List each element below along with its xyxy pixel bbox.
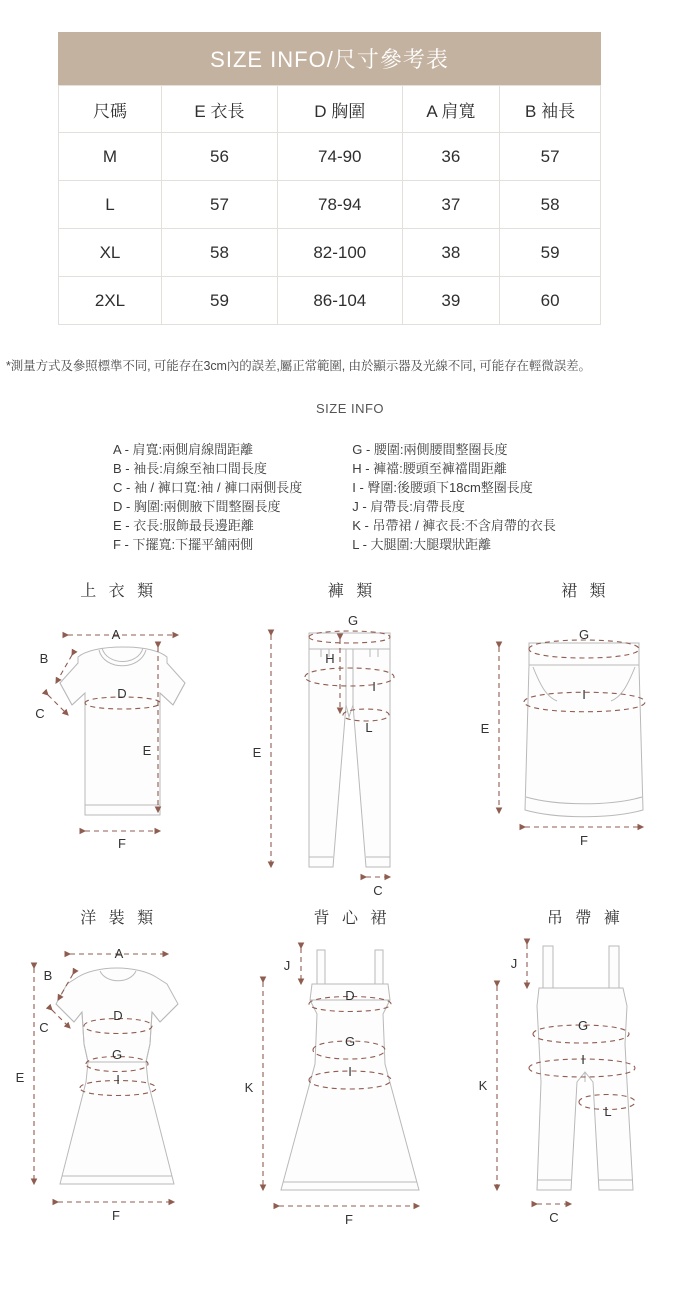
- label-K: K: [245, 1080, 254, 1095]
- cell-length: 56: [161, 133, 277, 181]
- label-F: F: [112, 1208, 121, 1223]
- label-I: I: [348, 1064, 353, 1079]
- cell-length: 59: [161, 277, 277, 325]
- cell-size: 2XL: [59, 277, 162, 325]
- tshirt-illustration: [0, 605, 233, 905]
- label-D: D: [113, 1008, 123, 1023]
- cell-sleeve: 57: [500, 133, 601, 181]
- legend-item-a: A - 肩寬:兩側肩線間距離: [113, 442, 254, 457]
- diagram-skirt: [467, 578, 700, 905]
- diagram-row-2: [0, 905, 700, 1232]
- cell-shoulder: 37: [402, 181, 500, 229]
- cell-sleeve: 60: [500, 277, 601, 325]
- label-J: J: [284, 958, 291, 973]
- cell-length: 58: [161, 229, 277, 277]
- table-row: [59, 181, 601, 229]
- legend-item-c: C - 袖 / 褲口寬:袖 / 褲口兩側長度: [113, 480, 303, 495]
- label-B: B: [39, 651, 49, 666]
- table-header-row: [59, 86, 601, 133]
- label-I: I: [372, 679, 377, 694]
- diagram-title-camisole-dress: 背 心 裙: [313, 910, 391, 927]
- legend-column-left: [113, 441, 302, 553]
- cell-length: 57: [161, 181, 277, 229]
- label-I: I: [116, 1072, 120, 1087]
- label-F: F: [345, 1212, 354, 1227]
- size-table-title: SIZE INFO/尺寸參考表: [210, 47, 449, 72]
- column-header-size: 尺碼: [59, 86, 162, 133]
- table-row: [59, 229, 601, 277]
- label-E: E: [253, 745, 262, 760]
- pants-illustration: [233, 605, 466, 905]
- diagram-title-overalls: 吊 帶 褲: [546, 910, 624, 927]
- cell-shoulder: 36: [402, 133, 500, 181]
- cell-sleeve: 59: [500, 229, 601, 277]
- legend-item-i: I - 臀圍:後腰頭下18cm整圈長度: [352, 480, 533, 495]
- label-A: A: [111, 627, 121, 642]
- label-A: A: [114, 946, 124, 961]
- diagram-pants: [233, 578, 466, 905]
- label-E: E: [15, 1070, 25, 1085]
- label-K: K: [478, 1078, 488, 1093]
- legend-item-j: J - 肩帶長:肩帶長度: [352, 499, 465, 514]
- size-table-banner: [58, 32, 601, 85]
- legend-column-right: [352, 441, 556, 553]
- legend-item-b: B - 袖長:肩線至袖口間長度: [113, 461, 267, 476]
- size-table-container: [58, 32, 601, 325]
- cell-sleeve: 58: [500, 181, 601, 229]
- column-header-bust: D 胸圍: [277, 86, 402, 133]
- label-G: G: [577, 1018, 588, 1033]
- cell-bust: 74-90: [277, 133, 402, 181]
- label-G: G: [345, 1034, 356, 1049]
- diagram-camisole-dress: [233, 905, 466, 1232]
- label-E: E: [480, 721, 490, 736]
- column-header-length: E 衣長: [161, 86, 277, 133]
- cell-bust: 82-100: [277, 229, 402, 277]
- column-header-shoulder: A 肩寬: [402, 86, 500, 133]
- cell-shoulder: 38: [402, 229, 500, 277]
- table-row: [59, 133, 601, 181]
- legend-item-d: D - 胸圍:兩側腋下間整圈長度: [113, 499, 281, 514]
- dress-illustration: [0, 932, 233, 1232]
- size-table: [58, 85, 601, 325]
- cell-size: M: [59, 133, 162, 181]
- overalls-illustration: [467, 932, 700, 1232]
- legend-container: [113, 441, 593, 553]
- label-F: F: [579, 833, 588, 848]
- diagram-title-pants: 褲 類: [327, 583, 377, 600]
- table-row: [59, 277, 601, 325]
- diagram-tshirt: [0, 578, 233, 905]
- diagram-overalls: [467, 905, 700, 1232]
- label-I: I: [581, 1052, 585, 1067]
- label-C: C: [39, 1020, 49, 1035]
- diagram-dress: [0, 905, 233, 1232]
- legend-item-g: G - 腰圍:兩側腰間整圈長度: [352, 442, 508, 457]
- label-I: I: [582, 687, 586, 702]
- column-header-sleeve: B 袖長: [500, 86, 601, 133]
- label-L: L: [604, 1104, 612, 1119]
- label-L: L: [365, 720, 374, 735]
- legend-item-k: K - 吊帶裙 / 褲衣長:不含肩帶的衣長: [352, 518, 556, 533]
- legend-item-l: L - 大腿圍:大腿環狀距離: [352, 537, 492, 552]
- camisole-dress-illustration: [233, 932, 466, 1232]
- label-H: H: [325, 651, 336, 666]
- skirt-illustration: [467, 605, 700, 905]
- label-D: D: [117, 686, 127, 701]
- legend-item-f: F - 下擺寬:下擺平舖兩側: [113, 537, 254, 552]
- label-C: C: [373, 883, 384, 898]
- label-J: J: [510, 956, 518, 971]
- legend-item-h: H - 褲襠:腰頭至褲襠間距離: [352, 461, 507, 476]
- label-D: D: [345, 988, 356, 1003]
- diagram-title-skirt: 裙 類: [561, 583, 610, 600]
- garment-diagrams: [0, 578, 700, 1232]
- cell-bust: 78-94: [277, 181, 402, 229]
- label-F: F: [118, 836, 127, 851]
- label-C: C: [35, 706, 45, 721]
- diagram-row-1: [0, 578, 700, 905]
- cell-bust: 86-104: [277, 277, 402, 325]
- diagram-title-dress: 洋 裝 類: [80, 910, 158, 927]
- label-B: B: [43, 968, 53, 983]
- legend-item-e: E - 衣長:服飾最長邊距離: [113, 518, 254, 533]
- cell-size: XL: [59, 229, 162, 277]
- diagram-title-tshirt: 上 衣 類: [80, 583, 158, 600]
- cell-size: L: [59, 181, 162, 229]
- cell-shoulder: 39: [402, 277, 500, 325]
- label-G: G: [578, 627, 589, 642]
- legend-heading: SIZE INFO: [315, 401, 385, 416]
- label-C: C: [549, 1210, 559, 1225]
- label-E: E: [142, 743, 152, 758]
- label-G: G: [112, 1047, 123, 1062]
- measurement-disclaimer: *測量方式及參照標準不同, 可能存在3cm內的誤差,屬正常範圍, 由於顯示器及光線不同, 可能存在輕微誤差。: [6, 359, 591, 373]
- label-G: G: [348, 613, 359, 628]
